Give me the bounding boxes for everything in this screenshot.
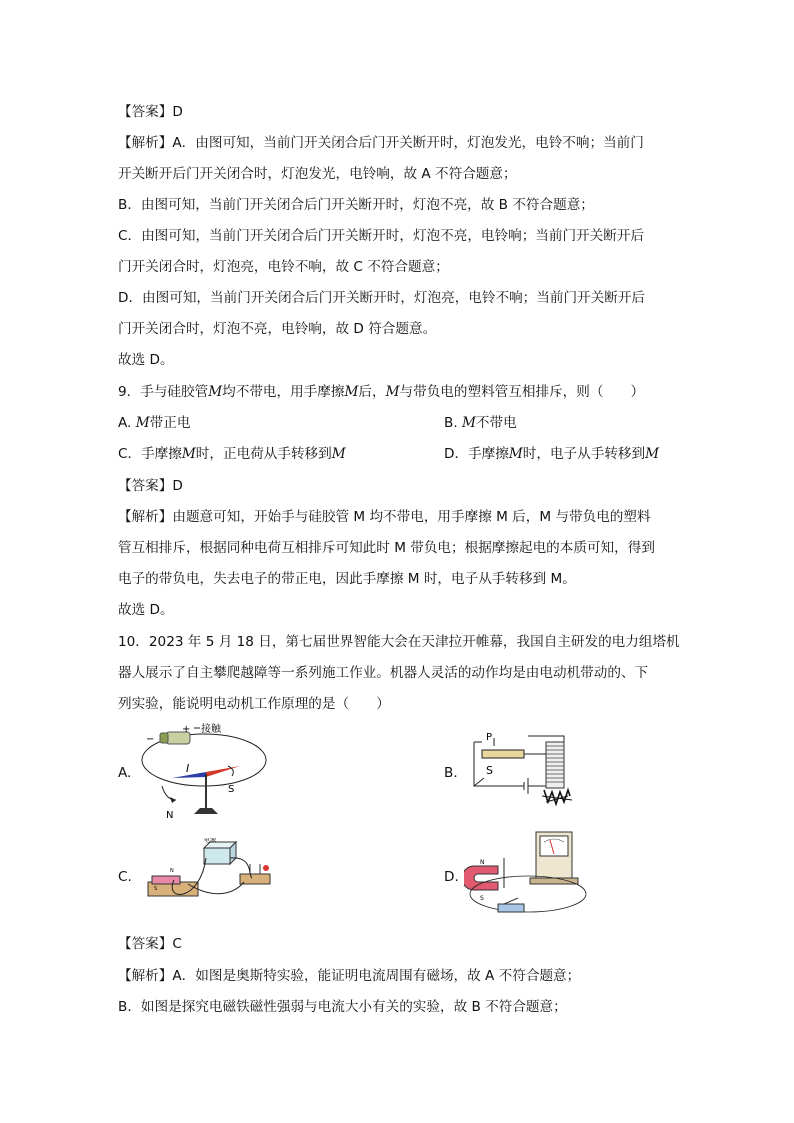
svg-text:S: S <box>154 886 158 892</box>
q8-analysis-line: 门开关闭合时，灯泡亮，电铃不响，故 C 不符合题意； <box>118 259 449 275</box>
q8-analysis-line: C．由图可知，当前门开关闭合后门开关断开时，灯泡不亮，电铃响；当前门开关断开后 <box>118 228 645 244</box>
svg-text:N: N <box>166 810 174 821</box>
svg-text:P: P <box>486 732 493 743</box>
q8-conclusion: 故选 D。 <box>118 352 174 368</box>
q10-option-d-label: D. <box>444 869 459 885</box>
q10-stem-line: 器人展示了自主攀爬越障等一系列施工作业。机器人灵活的动作均是由电动机带动的、下 <box>118 665 649 681</box>
q9-option-a: A. M带正电 <box>118 415 191 431</box>
svg-text:接触: 接触 <box>201 724 221 735</box>
q8-analysis-line: D．由图可知，当前门开关闭合后门开关断开时，灯泡亮，电铃不响；当前门开关断开后 <box>118 290 646 306</box>
q9-analysis-line: 电子的带负电，失去电子的带正电，因此手摩擦 M 时，电子从手转移到 M。 <box>118 571 576 587</box>
q10-analysis-line: B．如图是探究电磁铁磁性强弱与电流大小有关的实验，故 B 不符合题意； <box>118 999 567 1015</box>
q8-analysis-line: 开关断开后门开关闭合时，灯泡发光，电铃响，故 A 不符合题意； <box>118 166 517 182</box>
oersted-experiment-figure <box>136 722 276 822</box>
q10-option-c-label: C. <box>118 869 132 885</box>
q9-analysis-line: 管互相排斥，根据同种电荷互相排斥可知此时 M 带负电；根据摩擦起电的本质可知，得到 <box>118 540 655 556</box>
q9-conclusion: 故选 D。 <box>118 602 174 618</box>
svg-text:S: S <box>486 764 493 777</box>
q9-option-c: C．手摩擦M时，正电荷从手转移到M <box>118 446 346 462</box>
q9-option-d: D．手摩擦M时，电子从手转移到M <box>444 446 660 462</box>
q9-option-b: B. M不带电 <box>444 415 517 431</box>
q9-stem: 9．手与硅胶管M均不带电，用手摩擦M后，M与带负电的塑料管互相排斥，则（ ） <box>118 384 645 400</box>
svg-text:N: N <box>480 859 485 866</box>
svg-text:电源: 电源 <box>204 838 217 844</box>
q8-answer: 【答案】D <box>118 104 183 120</box>
motor-principle-figure <box>144 838 280 904</box>
q9-analysis-line: 【解析】由题意可知，开始手与硅胶管 M 均不带电，用手摩擦 M 后，M 与带负电的塑料 <box>118 509 651 525</box>
svg-text:S: S <box>480 895 484 902</box>
svg-text:N: N <box>170 868 174 874</box>
electromagnet-figure <box>464 728 588 810</box>
svg-text:+: + <box>182 724 191 735</box>
generator-figure <box>464 828 600 920</box>
q10-option-b-label: B. <box>444 765 458 781</box>
q10-stem-line: 10．2023 年 5 月 18 日，第七届世界智能大会在天津拉开帷幕，我国自主研发的电力组塔机 <box>118 634 680 650</box>
svg-text:I: I <box>186 762 190 775</box>
q8-analysis-line: B．由图可知，当前门开关闭合后门开关断开时，灯泡不亮，故 B 不符合题意； <box>118 197 594 213</box>
q10-answer: 【答案】C <box>118 936 182 952</box>
q10-stem-line: 列实验，能说明电动机工作原理的是（ ） <box>118 696 390 712</box>
svg-text:S: S <box>228 784 235 795</box>
svg-text:−: − <box>146 734 155 745</box>
q8-analysis-line: 【解析】A．由图可知，当前门开关闭合后门开关断开时，灯泡发光，电铃不响；当前门 <box>118 135 644 151</box>
q10-analysis-line: 【解析】A．如图是奥斯特实验，能证明电流周围有磁场，故 A 不符合题意； <box>118 968 581 984</box>
q9-answer: 【答案】D <box>118 478 183 494</box>
q8-analysis-line: 门开关闭合时，灯泡不亮，电铃响，故 D 符合题意。 <box>118 321 437 337</box>
q10-option-a-label: A. <box>118 765 132 781</box>
